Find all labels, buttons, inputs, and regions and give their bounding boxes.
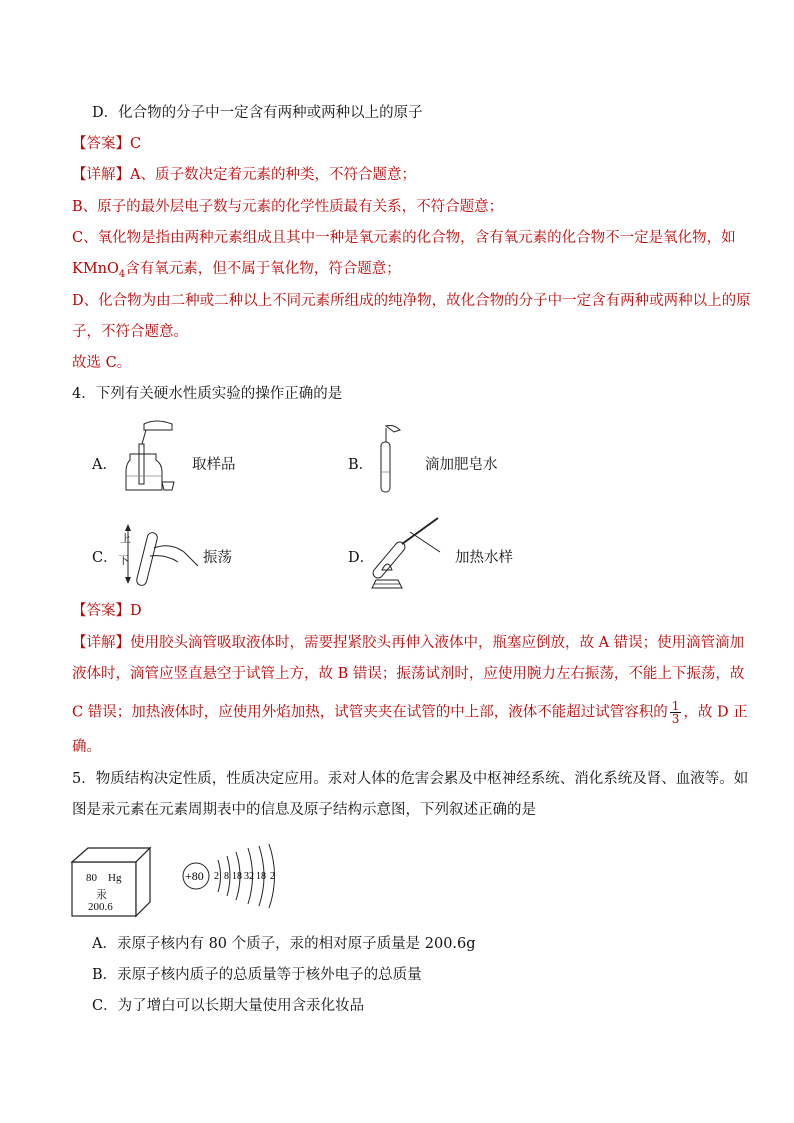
sample-bottle-illustration [122,416,184,496]
q4-answer [72,602,142,620]
shell-2: 8 [224,871,229,882]
shell-6: 2 [270,871,275,882]
element-symbol: Hg [108,872,122,884]
heating-tube-illustration [370,514,448,594]
q3-detail-3: C、氧化物是指由两种元素组成且其中一种是氧元素的化合物，含有氧元素的化合物不一定是氧化物，如 [72,230,736,246]
detail-text: C 错误；加热液体时，应使用外焰加热，试管夹夹在试管的中上部，液体不能超过试管容积的 [72,704,668,721]
atomic-number: 80 [86,872,97,884]
q3-option-d: D．化合物的分子中一定含有两种或两种以上的原子 [92,105,423,121]
shell-5: 18 [256,871,266,882]
element-name: 汞 [96,888,107,901]
q3-detail-6: 子，不符合题意。 [72,324,188,340]
q4-option-d-caption: 加热水样 [455,550,513,566]
q3-conclusion: 故选 C。 [72,355,132,371]
shake-up-label: 上 [120,532,131,545]
q3-detail-4 [72,260,401,284]
atomic-mass: 200.6 [88,901,113,913]
q4-option-c-letter: C． [92,550,118,566]
formula-kmno: KMnO [72,261,119,277]
q4-detail-3 [72,700,748,725]
shell-3: 18 [232,871,242,882]
q3-detail-5: D、化合物为由二种或二种以上不同元素所组成的纯净物，故化合物的分子中一定含有两种或两种以上的原 [72,293,751,309]
atomic-structure-diagram [176,838,296,918]
q4-option-b-caption: 滴加肥皂水 [425,457,498,473]
dropper-tube-illustration [374,424,410,496]
q4-option-a-caption: 取样品 [192,457,236,473]
q3-answer [72,135,141,153]
detail-text: 使用胶头滴管吸取液体时，需要捏紧胶头再伸入液体中，瓶塞应倒放，故 A 错误；使用滴管滴加 [130,635,745,651]
fraction-numerator: 1 [671,699,680,713]
answer-value: D [130,603,142,619]
q4-stem: 4．下列有关硬水性质实验的操作正确的是 [72,386,343,402]
q5-stem-2: 图是汞元素在元素周期表中的信息及原子结构示意图，下列叙述正确的是 [72,802,536,818]
q5-option-c: C．为了增白可以长期大量使用含汞化妆品 [92,998,365,1014]
nucleus-charge: +80 [185,869,204,883]
detail-text: ，故 D 正 [683,704,748,721]
q5-option-b: B．汞原子核内质子的总质量等于核外电子的总质量 [92,967,422,983]
q4-option-a-letter: A． [92,457,117,473]
q5-stem-1: 5．物质结构决定性质，性质决定应用。汞对人体的危害会累及中枢神经系统、消化系统及肾、血液等。如 [72,771,749,787]
q4-option-d-letter: D． [348,550,375,566]
answer-tag: 【答案】 [72,603,130,619]
shake-down-label: 下 [118,554,129,567]
q4-detail-2: 液体时，滴管应竖直悬空于试管上方，故 B 错误；振荡试剂时，应使用腕力左右振荡，不能上下振荡，故 [72,666,745,682]
q5-option-a: A．汞原子核内有 80 个质子，汞的相对原子质量是 200.6g [92,936,476,952]
q4-detail-4: 确。 [72,739,101,755]
answer-value: C [130,136,142,152]
shell-4: 32 [244,871,254,882]
q4-detail-1 [72,634,744,652]
answer-tag: 【答案】 [72,136,130,152]
q4-option-c-caption: 振荡 [203,550,232,566]
q3-detail-1 [72,166,416,184]
detail-tag: 【详解】 [72,167,130,183]
fraction-one-third [670,700,682,725]
shell-1: 2 [214,871,219,882]
q4-option-b-letter: B． [348,457,374,473]
detail-tag: 【详解】 [72,635,130,651]
detail-text: A、质子数决定着元素的种类，不符合题意； [130,167,416,183]
formula-subscript: 4 [118,268,126,280]
detail-text: 含有氧元素，但不属于氧化物，符合题意； [125,261,401,277]
fraction-denominator: 3 [671,712,680,726]
q3-detail-2: B、原子的最外层电子数与元素的化学性质最有关系，不符合题意； [72,199,504,215]
